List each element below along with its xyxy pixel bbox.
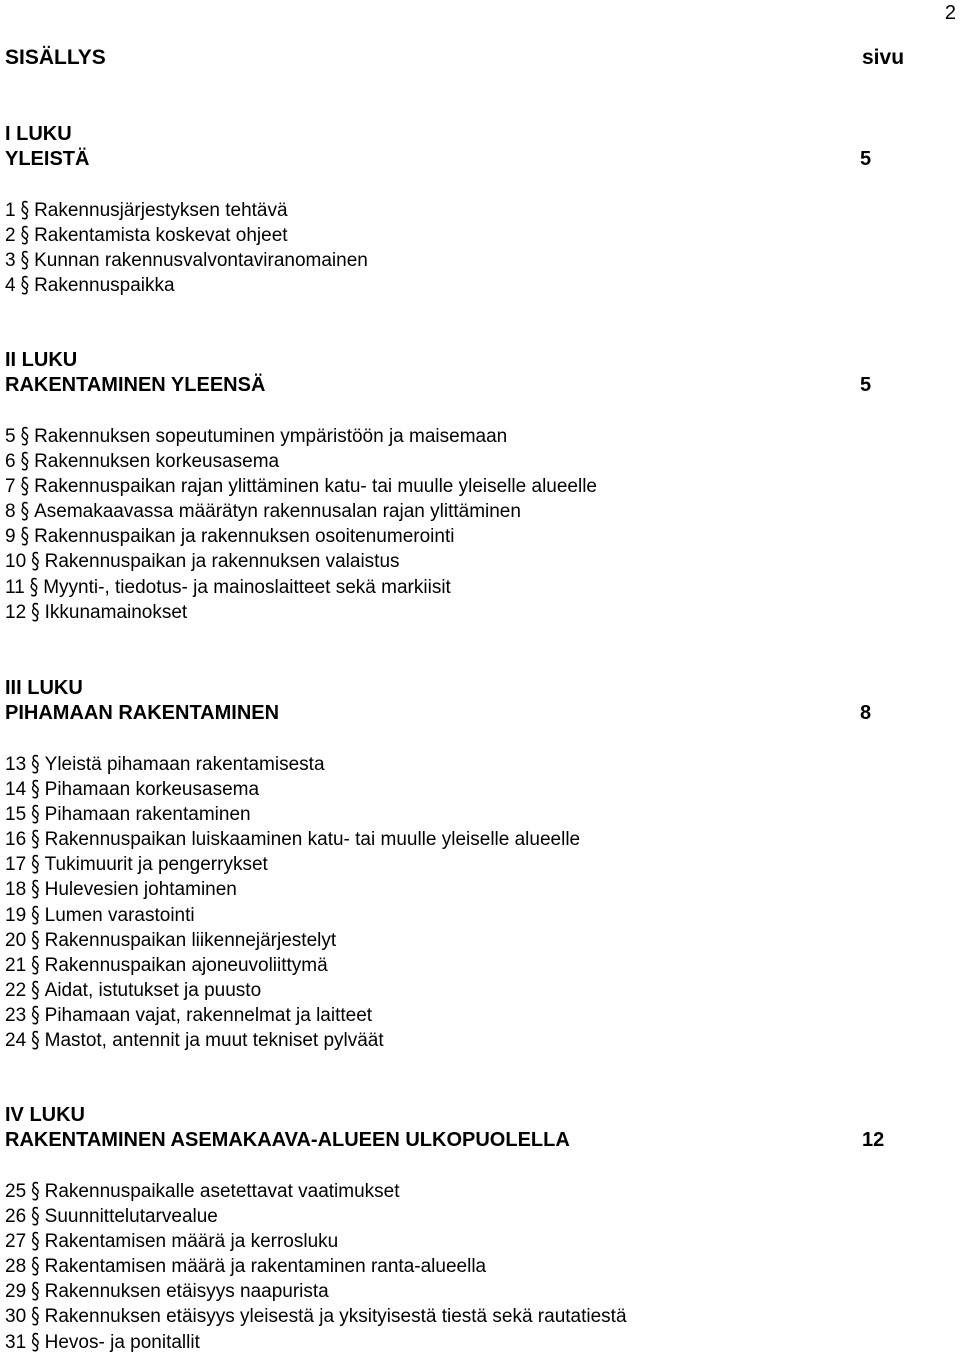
section-list: [5, 424, 905, 625]
section-number: 19: [5, 904, 27, 926]
section-list: [5, 752, 905, 1053]
section-item: [5, 1229, 905, 1254]
section-number: 17: [5, 854, 27, 876]
section-title: Rakennuspaikan ja rakennuksen osoitenumerointi: [34, 526, 455, 548]
section-title: Rakennuspaikan ajoneuvoliittymä: [44, 954, 328, 976]
section-number: 16: [5, 829, 27, 851]
section-title: Rakentamisen määrä ja rakentaminen ranta-alueella: [44, 1256, 487, 1278]
section-number: 1: [5, 200, 16, 221]
chapter: [5, 1103, 905, 1355]
section-number: 21: [5, 954, 27, 976]
paragraph-sign-icon: §: [20, 273, 30, 300]
section-item: [5, 827, 905, 852]
section-number: 22: [5, 979, 27, 1001]
chapter-title: RAKENTAMINEN ASEMAKAAVA-ALUEEN ULKOPUOLELLA: [5, 1129, 570, 1151]
section-title: Hulevesien johtaminen: [44, 879, 237, 901]
section-item: [5, 198, 905, 223]
paragraph-sign-icon: §: [31, 802, 40, 829]
section-item: [5, 223, 905, 248]
paragraph-sign-icon: §: [31, 599, 40, 626]
section-title: Asemakaavassa määrätyn rakennusalan rajan ylittäminen: [34, 501, 521, 523]
section-item: [5, 575, 905, 600]
section-number: 8: [5, 501, 16, 523]
section-number: 7: [5, 476, 16, 498]
chapter: [5, 122, 905, 298]
chapter-number: IV LUKU: [5, 1104, 85, 1126]
paragraph-sign-icon: §: [31, 751, 40, 778]
chapter-title: YLEISTÄ: [5, 148, 90, 170]
section-title: Pihamaan rakentaminen: [44, 804, 251, 826]
section-title: Rakennuspaikka: [34, 275, 175, 297]
section-item: [5, 1179, 905, 1204]
paragraph-sign-icon: §: [31, 902, 40, 929]
section-item: [5, 752, 905, 777]
paragraph-sign-icon: §: [31, 1027, 40, 1054]
section-title: Rakennuksen korkeusasema: [34, 451, 280, 473]
paragraph-sign-icon: §: [20, 248, 30, 275]
chapter-number: III LUKU: [5, 677, 83, 699]
section-number: 26: [5, 1206, 27, 1228]
section-item: [5, 928, 905, 953]
section-title: Yleistä pihamaan rakentamisesta: [44, 754, 325, 775]
chapter-number: I LUKU: [5, 123, 72, 145]
section-title: Rakennuspaikan rajan ylittäminen katu- tai muulle yleiselle alueelle: [34, 476, 597, 498]
section-number: 2: [5, 225, 16, 247]
chapter-number: II LUKU: [5, 349, 78, 371]
toc-header: [5, 46, 905, 72]
paragraph-sign-icon: §: [31, 549, 40, 576]
section-title: Mastot, antennit ja muut tekniset pylväät: [44, 1030, 384, 1052]
section-title: Pihamaan vajat, rakennelmat ja laitteet: [44, 1004, 373, 1026]
chapter-page-number: 5: [860, 374, 872, 396]
section-number: 23: [5, 1004, 27, 1026]
paragraph-sign-icon: §: [20, 448, 30, 475]
section-number: 31: [5, 1331, 27, 1353]
paragraph-sign-icon: §: [31, 1304, 40, 1331]
paragraph-sign-icon: §: [31, 1002, 40, 1029]
section-item: [5, 474, 905, 499]
paragraph-sign-icon: §: [31, 1229, 40, 1256]
paragraph-sign-icon: §: [29, 574, 39, 601]
section-title: Aidat, istutukset ja puusto: [44, 979, 262, 1001]
section-list: [5, 198, 905, 298]
section-item: [5, 877, 905, 902]
section-item: [5, 1304, 905, 1329]
section-title: Myynti-, tiedotus- ja mainoslaitteet sekä markiisit: [43, 576, 451, 598]
chapter-title: RAKENTAMINEN YLEENSÄ: [5, 374, 266, 396]
section-title: Lumen varastointi: [44, 904, 195, 926]
chapter-title-row: [5, 373, 905, 398]
paragraph-sign-icon: §: [31, 1178, 40, 1205]
page-column-label: sivu: [862, 46, 905, 69]
section-item: [5, 903, 905, 928]
section-number: 15: [5, 804, 27, 826]
paragraph-sign-icon: §: [20, 423, 30, 450]
section-item: [5, 802, 905, 827]
section-title: Ikkunamainokset: [44, 601, 188, 623]
paragraph-sign-icon: §: [20, 524, 30, 551]
section-item: [5, 499, 905, 524]
paragraph-sign-icon: §: [20, 222, 30, 249]
section-number: 9: [5, 526, 16, 548]
section-title: Rakentamisen määrä ja kerrosluku: [44, 1231, 339, 1253]
paragraph-sign-icon: §: [31, 1203, 40, 1230]
paragraph-sign-icon: §: [31, 852, 40, 879]
section-number: 12: [5, 601, 27, 623]
paragraph-sign-icon: §: [31, 952, 40, 979]
section-item: [5, 524, 905, 549]
paragraph-sign-icon: §: [31, 977, 40, 1004]
section-item: [5, 248, 905, 273]
paragraph-sign-icon: §: [31, 1254, 40, 1281]
chapter: [5, 676, 905, 1053]
paragraph-sign-icon: §: [31, 1279, 40, 1306]
section-item: [5, 1330, 905, 1355]
paragraph-sign-icon: §: [31, 827, 40, 854]
section-item: [5, 549, 905, 574]
section-number: 28: [5, 1256, 27, 1278]
section-number: 3: [5, 250, 16, 272]
page-number: 2: [944, 2, 956, 24]
section-title: Rakentamista koskevat ohjeet: [34, 225, 288, 247]
section-number: 20: [5, 929, 27, 951]
section-title: Rakennuspaikan ja rakennuksen valaistus: [44, 551, 400, 573]
section-number: 29: [5, 1281, 27, 1303]
chapter-page-number: 8: [860, 702, 872, 724]
section-item: [5, 1003, 905, 1028]
section-number: 25: [5, 1181, 27, 1202]
section-item: [5, 1204, 905, 1229]
section-title: Rakennuspaikalle asetettavat vaatimukset: [44, 1181, 400, 1202]
section-number: 10: [5, 551, 27, 573]
section-title: Rakennuksen etäisyys naapurista: [44, 1281, 329, 1303]
section-item: [5, 1028, 905, 1053]
toc-title: SISÄLLYS: [5, 46, 106, 69]
section-item: [5, 449, 905, 474]
paragraph-sign-icon: §: [20, 499, 30, 526]
section-item: [5, 953, 905, 978]
section-number: 24: [5, 1030, 27, 1052]
paragraph-sign-icon: §: [31, 1329, 40, 1356]
section-item: [5, 777, 905, 802]
section-title: Rakennuksen sopeutuminen ympäristöön ja maisemaan: [34, 426, 508, 447]
paragraph-sign-icon: §: [31, 877, 40, 904]
section-item: [5, 1279, 905, 1304]
section-list: [5, 1179, 905, 1355]
section-number: 27: [5, 1231, 27, 1253]
section-item: [5, 1254, 905, 1279]
paragraph-sign-icon: §: [20, 197, 30, 224]
section-number: 14: [5, 779, 27, 801]
section-number: 11: [5, 576, 25, 598]
section-number: 13: [5, 754, 27, 775]
section-title: Hevos- ja ponitallit: [44, 1331, 200, 1353]
section-title: Suunnittelutarvealue: [44, 1206, 218, 1228]
section-number: 4: [5, 275, 16, 297]
section-item: [5, 273, 905, 298]
chapter-title-row: [5, 701, 905, 726]
section-number: 6: [5, 451, 16, 473]
chapter-page-number: 5: [860, 148, 872, 170]
section-item: [5, 600, 905, 625]
paragraph-sign-icon: §: [20, 474, 30, 501]
section-number: 5: [5, 426, 16, 447]
section-item: [5, 852, 905, 877]
section-title: Rakennuspaikan luiskaaminen katu- tai muulle yleiselle alueelle: [44, 829, 581, 851]
section-title: Rakennuspaikan liikennejärjestelyt: [44, 929, 337, 951]
chapter-title-row: [5, 1128, 905, 1153]
section-number: 18: [5, 879, 27, 901]
section-item: [5, 424, 905, 449]
section-title: Rakennusjärjestyksen tehtävä: [34, 200, 288, 221]
section-title: Rakennuksen etäisyys yleisestä ja yksityisestä tiestä sekä rautatiestä: [44, 1306, 627, 1328]
chapter-title: PIHAMAAN RAKENTAMINEN: [5, 702, 280, 724]
chapter: [5, 348, 905, 625]
chapter-page-number: 12: [862, 1129, 885, 1151]
section-title: Kunnan rakennusvalvontaviranomainen: [34, 250, 368, 272]
section-title: Tukimuurit ja pengerrykset: [44, 854, 268, 876]
paragraph-sign-icon: §: [31, 776, 40, 803]
section-number: 30: [5, 1306, 27, 1328]
section-title: Pihamaan korkeusasema: [44, 779, 260, 801]
chapter-title-row: [5, 147, 905, 172]
section-item: [5, 978, 905, 1003]
paragraph-sign-icon: §: [31, 927, 40, 954]
